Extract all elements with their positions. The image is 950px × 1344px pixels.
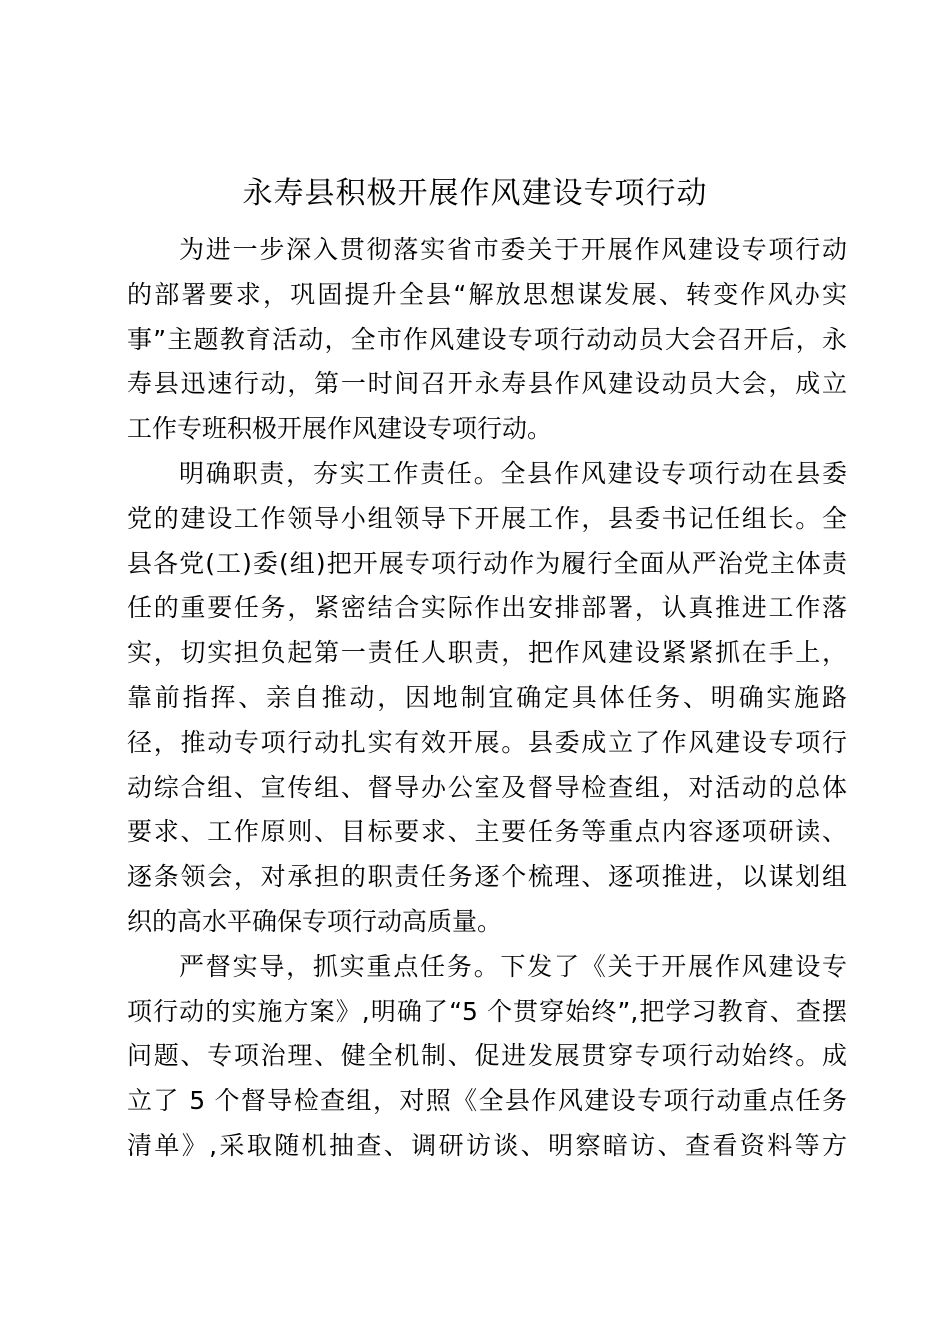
text-line: 靠前指挥、亲自推动，因地制宜确定具体任务、明确实施路 [127,682,847,712]
text-line: 清单》,采取随机抽查、调研访谈、明察暗访、查看资料等方 [127,1130,847,1160]
text-line: 立了 5 个督导检查组，对照《全县作风建设专项行动重点任务 [127,1086,847,1116]
text-line: 县各党(工)委(组)把开展专项行动作为履行全面从严治党主体责 [127,548,847,578]
text-line: 寿县迅速行动，第一时间召开永寿县作风建设动员大会，成立 [127,369,847,399]
text-line: 项行动的实施方案》,明确了“5 个贯穿始终”,把学习教育、查摆 [127,996,847,1026]
text-line: 任的重要任务，紧密结合实际作出安排部署，认真推进工作落 [127,593,847,623]
text-line: 明确职责，夯实工作责任。全县作风建设专项行动在县委 [179,458,847,488]
text-line: 织的高水平确保专项行动高质量。 [127,906,503,936]
text-line: 要求、工作原则、目标要求、主要任务等重点内容逐项研读、 [127,817,847,847]
text-line: 为进一步深入贯彻落实省市委关于开展作风建设专项行动 [179,235,847,264]
text-line: 问题、专项治理、健全机制、促进发展贯穿专项行动始终。成 [127,1041,847,1071]
paragraph-supervision [127,945,847,1169]
text-line: 动综合组、宣传组、督导办公室及督导检查组，对活动的总体 [127,772,847,802]
text-line: 实，切实担负起第一责任人职责，把作风建设紧紧抓在手上， [127,638,847,668]
document-body [127,228,847,1169]
text-line: 严督实导，抓实重点任务。下发了《关于开展作风建设专 [179,951,847,981]
text-line: 逐条领会，对承担的职责任务逐个梳理、逐项推进，以谋划组 [127,862,847,892]
paragraph-intro [127,228,847,452]
document-title: 永寿县积极开展作风建设专项行动 [242,176,708,211]
text-line: 的部署要求，巩固提升全县“解放思想谋发展、转变作风办实 [127,279,847,309]
text-line: 工作专班积极开展作风建设专项行动。 [127,414,553,444]
paragraph-responsibilities [127,452,847,945]
text-line: 事”主题教育活动，全市作风建设专项行动动员大会召开后，永 [127,324,847,354]
text-line: 党的建设工作领导小组领导下开展工作，县委书记任组长。全 [127,503,847,533]
text-line: 径，推动专项行动扎实有效开展。县委成立了作风建设专项行 [127,727,847,757]
